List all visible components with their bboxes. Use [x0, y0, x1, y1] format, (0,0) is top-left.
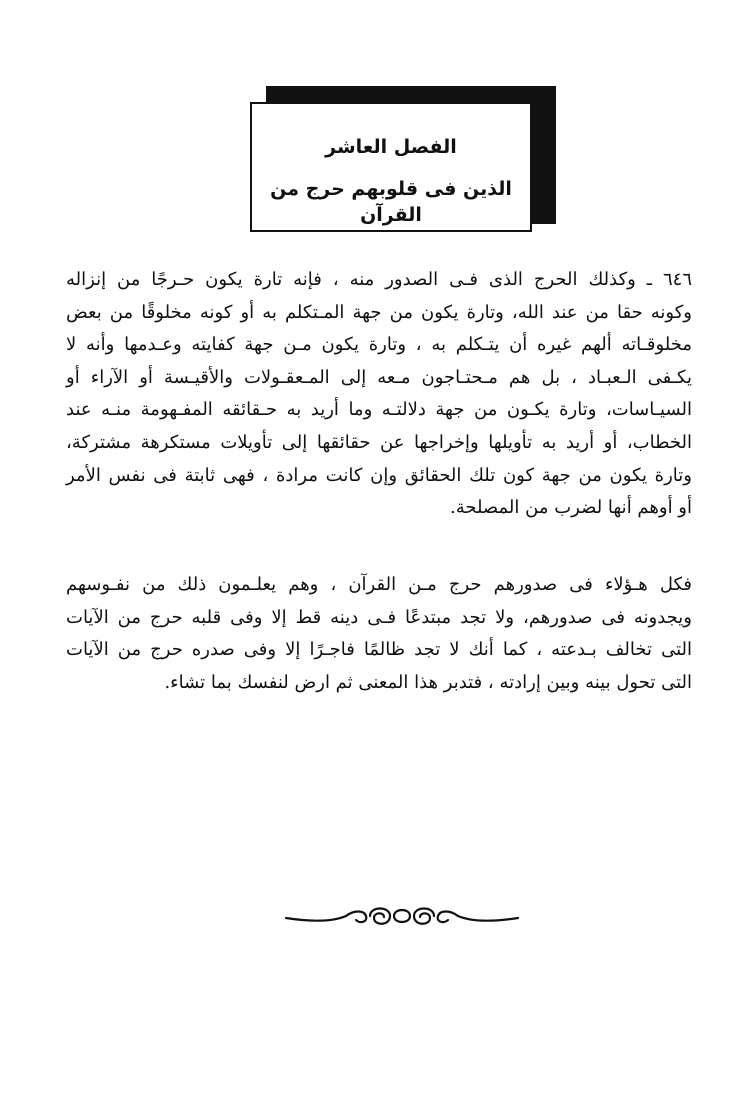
chapter-title: الذين فى قلوبهم حرج من القرآن: [270, 178, 512, 226]
text-line: فكل هـؤلاء فى صدورهم حرج مـن القرآن ، وهم يعلـمون ذلك من نفـوسهم: [66, 574, 692, 595]
scroll-flourish-icon: [282, 896, 522, 936]
paragraph-646: [66, 264, 692, 525]
text-line: يكـفى الـعبـاد ، بل هم مـحتـاجون مـعه إلى المـعقـولات والأقيـسة أو الآراء أو: [66, 366, 692, 388]
text-line: ٦٤٦ ـ وكذلك الحرج الذى فـى الصدور منه ، فإنه تارة يكون حـرجًا من إنزاله: [66, 269, 692, 290]
text-line: مخلوقـاته ألهم غيره أن يتـكلم به ، وتارة يكون مـن جهة كفايته وعـدمها وأنه لا: [66, 334, 692, 356]
text-line: الخطاب، أو أريد به تأويلها وإخراجها عن حقائقها إلى تأويلات مستكرهة مشتركة،: [66, 431, 692, 453]
text-line: التى تخالف بـدعته ، كما أنك لا تجد ظالمًا فاجـرًا إلا وفى صدره حرج من الآيات: [66, 639, 692, 661]
text-line: أو أوهم أنها لضرب من المصلحة.: [449, 497, 692, 519]
text-line: السيـاسات، وتارة يكـون من جهة دلالتـه وما أريد به حـقائقه المفـهومة منـه عند: [66, 399, 692, 421]
text-line: وتارة يكون من جهة كون تلك الحقائق وإن كانت مرادة ، فهى ثابتة فى نفس الأمر: [66, 464, 692, 486]
text-line: وكونه حقا من عند الله، وتارة يكون من جهة المـتكلم به أو كونه مخلوقًا من بعض: [66, 301, 692, 323]
paragraph-conclusion: [66, 569, 692, 699]
chapter-number: الفصل العاشر: [325, 136, 457, 158]
text-line: ويجدونه فى صدورهم، ولا تجد مبتدعًا فـى دينه قط إلا وفى قلبه حرج من الآيات: [66, 606, 692, 628]
text-line: التى تحول بينه وبين إرادته ، فتدبر هذا المعنى ثم ارض لنفسك بما تشاء.: [164, 671, 692, 693]
chapter-title-box: [250, 102, 532, 232]
